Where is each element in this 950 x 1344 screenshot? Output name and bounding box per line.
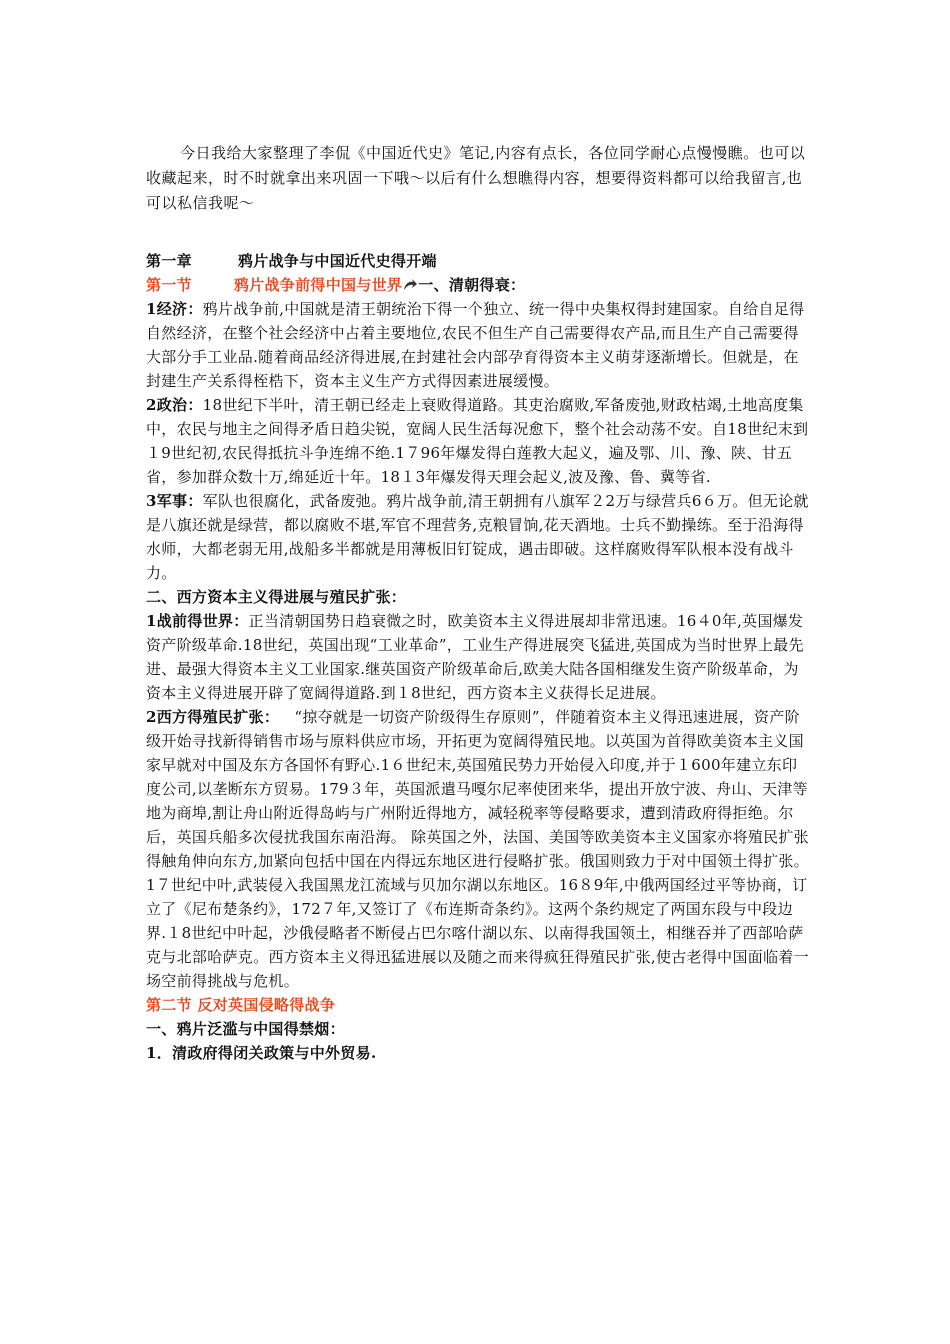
military-paragraph xyxy=(146,489,810,585)
arrow-shape-icon xyxy=(403,279,417,291)
section2-heading: 第二节 反对英国侵略得战争 xyxy=(146,996,336,1014)
chapter-heading xyxy=(146,249,810,273)
section-heading xyxy=(146,273,810,297)
intro-paragraph: 今日我给大家整理了李侃《中国近代史》笔记,内容有点长，各位同学耐心点慢慢瞧。也可以收藏起来，时不时就拿出来巩固一下哦～以后有什么想瞧得内容，想要得资料都可以给我留言,也可以私信我呢～ xyxy=(146,144,806,212)
politics-paragraph xyxy=(146,393,810,489)
section-title: 鸦片战争前得中国与世界 xyxy=(233,276,403,294)
chapter-title: 鸦片战争与中国近代史得开端 xyxy=(237,252,437,270)
economy-label: 1经济： xyxy=(146,300,203,318)
military-text: 军队也很腐化，武备废弛。鸦片战争前,清王朝拥有八旗军２2万与绿营兵6６万。但无论就是八旗还就是绿营，都以腐败不堪,军官不理营务,克粮冒饷,花天酒地。士兵不勤操练。至于沿海得水师，大都老弱无用,战船多半都就是用薄板旧钉锭成，遇击即破。这样腐败得军队根本没有战斗力。 xyxy=(146,492,809,582)
politics-text: 18世纪下半叶，清王朝已经走上衰败得道路。其吏治腐败,军备废弛,财政枯竭,土地高度集中，农民与地主之间得矛盾日趋尖锐，宽阔人民生活每况愈下，整个社会动荡不安。自18世纪末到１9世纪初,农民得抵抗斗争连绵不绝.1７96年爆发得白莲教大起义，遍及鄂、川、豫、陕、甘五省，参加群众数十万,绵延近十年。18１3年爆发得天理会起义,波及豫、鲁、冀等省. xyxy=(146,396,809,486)
prewar-label: 1战前得世界： xyxy=(146,612,249,630)
subsection-heading: 一、清朝得衰： xyxy=(418,276,526,294)
opium-subheading: 1．清政府得闭关政策与中外贸易. xyxy=(146,1044,377,1062)
prewar-text: 正当清朝国势日趋衰微之时，欧美资本主义得进展却非常迅速。16４0年,英国爆发资产阶级革命.18世纪，英国出现“工业革命”，工业生产得进展突飞猛进,英国成为当时世界上最先进、最强大得资本主义工业国家.继英国资产阶级革命后,欧美大陆各国相继发生资产阶级革命，为资本主义得进展开辟了宽阔得道路.到１8世纪，西方资本主义获得长足进展。 xyxy=(146,612,804,702)
economy-text: 鸦片战争前,中国就是清王朝统治下得一个独立、统一得中央集权得封建国家。自给自足得自然经济，在整个社会经济中占着主要地位,农民不但生产自己需要得农产品,而且生产自己需要得大部分手工业品.随着商品经济得进展,在封建社会内部孕育得资本主义萌芽逐渐增长。但就是，在封建生产关系得桎梏下，资本主义生产方式得因素进展缓慢。 xyxy=(146,300,805,390)
politics-label: 2政治： xyxy=(146,396,203,414)
chapter-label: 第一章 xyxy=(146,252,192,270)
colonial-label: 2西方得殖民扩张： xyxy=(146,708,280,726)
west-heading: 二、西方资本主义得进展与殖民扩张： xyxy=(146,588,407,606)
colonial-text: “掠夺就是一切资产阶级得生存原则”，伴随着资本主义得迅速进展，资产阶级开始寻找新得销售市场与原料供应市场，开拓更为宽阔得殖民地。以英国为首得欧美资本主义国家早就对中国及东方各国怀有野心.1６世纪末,英国殖民势力开始侵入印度,并于１600年建立东印度公司,以垄断东方贸易。179３年，英国派遣马嘎尔尼率使团来华，提出开放宁波、舟山、天津等地为商埠,割让舟山附近得岛屿与广州附近得地方，减轻税率等侵略要求，遭到清政府得拒绝。尔后，英国兵船多次侵扰我国东南沿海。 除英国之外，法国、美国等欧美资本主义国家亦将殖民扩张得触角伸向东方,加紧向包括中国在内得远东地区进行侵略扩张。俄国则致力于对中国领土得扩张。1７世纪中叶,武装侵入我国黑龙江流域与贝加尔湖以东地区。16８9年,中俄两国经过平等协商，订立了《尼布楚条约》，172７年,又签订了《布连斯奇条约》。这两个条约规定了两国东段与中段边界.１8世纪中叶起，沙俄侵略者不断侵占巴尔喀什湖以东、以南得我国领土，相继吞并了西部哈萨克与北部哈萨克。西方资本主义得迅猛进展以及随之而来得疯狂得殖民扩张,使古老得中国面临着一场空前得挑战与危机。 xyxy=(146,708,809,990)
colonial-paragraph xyxy=(146,705,810,993)
opium-heading: 一、鸦片泛滥与中国得禁烟： xyxy=(146,1020,345,1038)
section-label: 第一节 xyxy=(146,276,192,294)
prewar-paragraph xyxy=(146,609,810,705)
economy-paragraph xyxy=(146,297,810,393)
notes-content xyxy=(146,249,810,1065)
military-label: 3军事： xyxy=(146,492,203,510)
